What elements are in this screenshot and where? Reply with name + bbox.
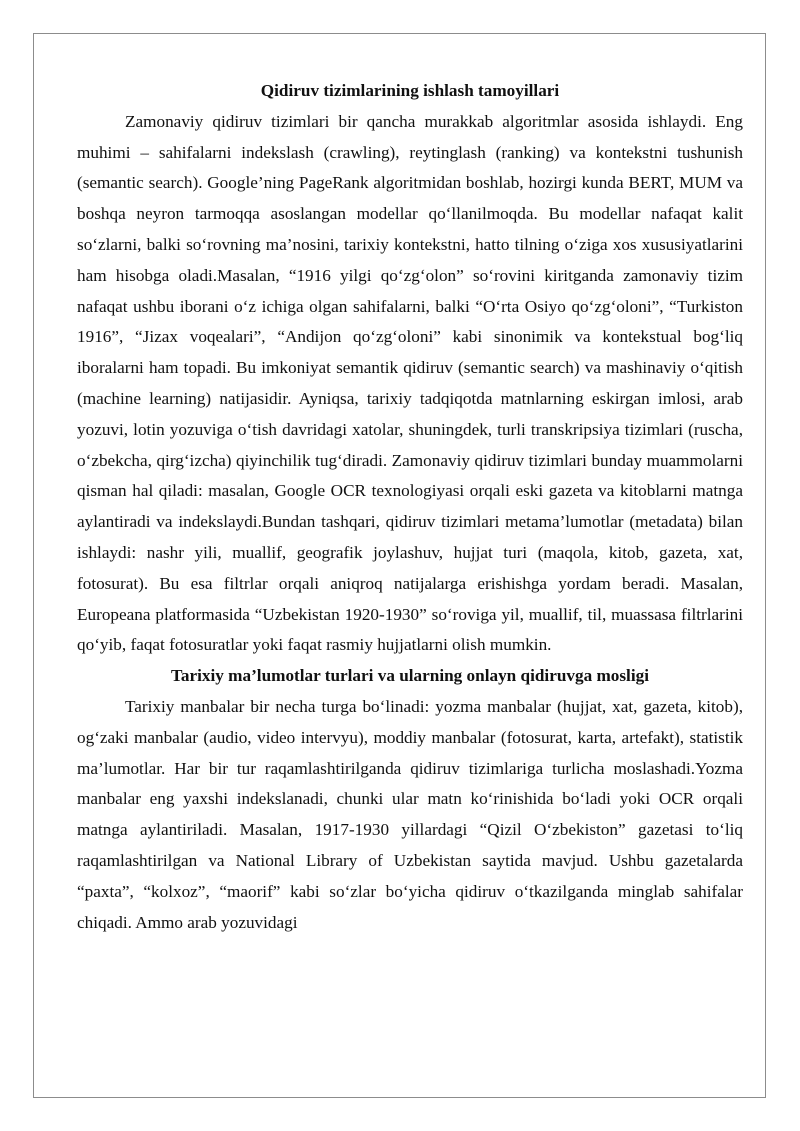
paragraph-historical-data-types: Tarixiy manbalar bir necha turga bo‘linadi: yozma manbalar (hujjat, xat, gazeta, kitob), og‘zaki manbalar (audio, video intervyu), moddiy manbalar (fotosurat, karta, artefakt), statistik ma’lumotlar. Har bir tur raqamlashtirilganda qidiruv tizimlariga turlicha moslashadi.Yozma manbalar eng yaxshi indekslanadi, chunki ular matn ko‘rinishida bo‘ladi yoki OCR orqali matnga aylantiriladi. Masalan, 1917-1930 yillardagi “Qizil O‘zbekiston” gazetasi to‘liq raqamlashtirilgan va National Library of Uzbekistan saytida mavjud. Ushbu gazetalarda “paxta”, “kolxoz”, “maorif” kabi so‘zlar bo‘yicha qidiruv o‘tkazilganda minglab sahifalar chiqadi. Ammo arab yozuvidagi — [77, 696, 743, 932]
document-body — [77, 76, 743, 938]
paragraph-search-principles: Zamonaviy qidiruv tizimlari bir qancha murakkab algoritmlar asosida ishlaydi. Eng muhimi – sahifalarni indekslash (crawling), reytinglash (ranking) va kontekstni tushunish (semantic search). Google’ning PageRank algoritmidan boshlab, hozirgi kunda BERT, MUM va boshqa neyron tarmoqqa asoslangan modellar qo‘llanilmoqda. Bu modellar nafaqat kalit so‘zlarni, balki so‘rovning ma’nosini, tarixiy kontekstni, hatto tilning o‘ziga xos xususiyatlarini ham hisobga oladi.Masalan, “1916 yilgi qo‘zg‘olon” so‘rovini kiritganda zamonaviy tizim nafaqat ushbu iborani o‘z ichiga olgan sahifalarni, balki “O‘rta Osiyo qo‘zg‘oloni”, “Turkiston 1916”, “Jizax voqealari”, “Andijon qo‘zg‘oloni” kabi sinonimik va kontekstual bog‘liq iboralarni ham topadi. Bu imkoniyat semantik qidiruv (semantic search) va mashinaviy o‘qitish (machine learning) natijasidir. Ayniqsa, tarixiy tadqiqotda matnlarning eskirgan imlosi, arab yozuvi, lotin yozuviga o‘tish davridagi xatolar, shuningdek, turli transkripsiya tizimlari (ruscha, o‘zbekcha, qirg‘izcha) qiyinchilik tug‘diradi. Zamonaviy qidiruv tizimlari bunday muammolarni qisman hal qiladi: masalan, Google OCR texnologiyasi orqali eski gazeta va kitoblarni matnga aylantiradi va indekslaydi.Bundan tashqari, qidiruv tizimlari metama’lumotlar (metadata) bilan ishlaydi: nashr yili, muallif, geografik joylashuv, hujjat turi (maqola, kitob, gazeta, xat, fotosurat). Bu esa filtrlar orqali aniqroq natijalarga erishishga yordam beradi. Masalan, Europeana platformasida “Uzbekistan 1920-1930” so‘roviga yil, muallif, til, muassasa filtrlarini qo‘yib, faqat fotosuratlar yoki faqat rasmiy hujjatlarni olish mumkin. — [77, 111, 743, 655]
section-heading-historical-data-types: Tarixiy ma’lumotlar turlari va ularning onlayn qidiruvga mosligi — [171, 666, 649, 686]
section-heading-search-principles: Qidiruv tizimlarining ishlash tamoyillari — [260, 81, 560, 100]
